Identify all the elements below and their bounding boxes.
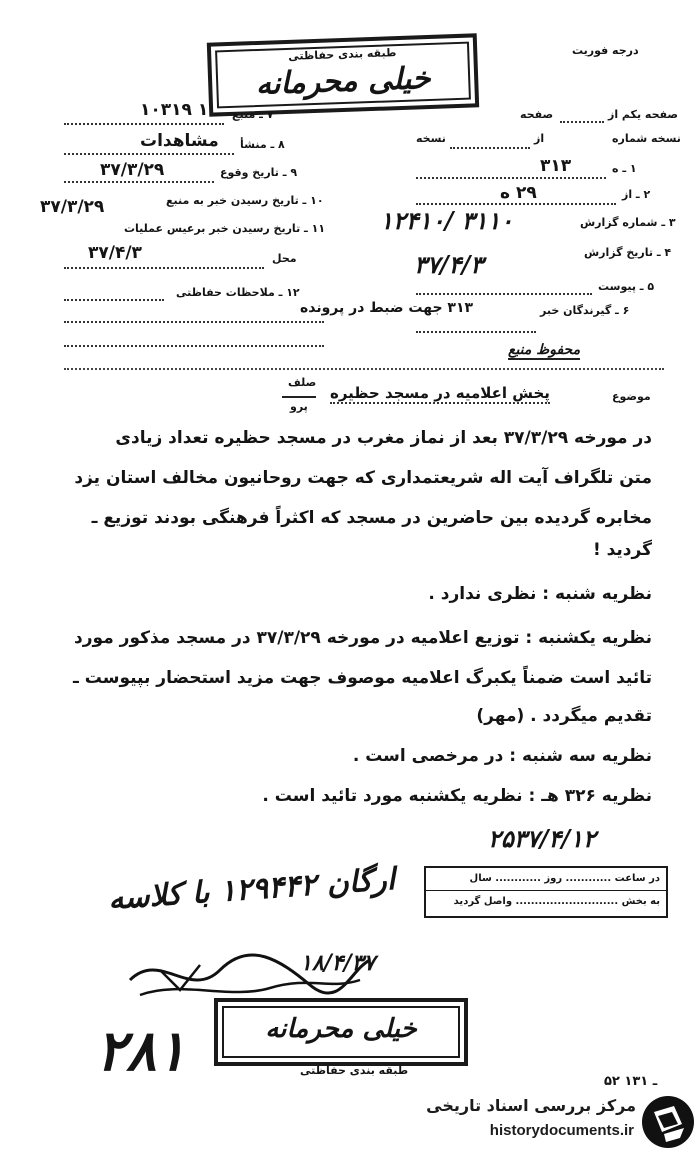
field-attachment-dots: [416, 292, 592, 295]
field-from-dots: [416, 202, 616, 205]
handwritten-note: ارگان ۱۲۹۴۴۲ با کلاسه: [107, 862, 397, 917]
field-recipients-dots: [416, 330, 536, 333]
field-source-value: ۱۰۳۱۹ ـ ۱: [140, 100, 220, 120]
field-source-label: ۷ ـ منبع: [232, 108, 274, 121]
copy-number-label: نسخه شماره: [612, 132, 681, 145]
field-report-number-label: ۳ ـ شماره گزارش: [580, 216, 676, 229]
page-number: ۲۸۱: [96, 1018, 187, 1084]
field-from-value: ۲۹ ه: [500, 183, 537, 203]
field-h-dots: [416, 176, 606, 179]
field-recipients-label: ۶ ـ گیرندگان خبر: [540, 304, 630, 317]
field-place-label: محل: [272, 252, 297, 265]
body-line-4: گردید !: [592, 540, 652, 560]
field-occurrence-dots: [64, 180, 214, 183]
copy-of-label: از: [534, 132, 545, 145]
received-box-divider: [426, 890, 666, 891]
body-line-3: مخابره گردیده بین حاضرین در مسجد که اکثراً فرهنگی بودند توزیع ـ: [91, 508, 652, 528]
field-origin-dots: [64, 152, 234, 155]
section-divider: [64, 368, 664, 370]
body-line-8: تقدیم میگردد . (مهر): [476, 706, 652, 726]
field-ops-date-label: ۱۱ ـ تاریخ رسیدن خبر برعیس عملیات: [124, 222, 326, 235]
received-box-row-2: به بخش ........................... واصل گردید: [453, 896, 660, 907]
field-from-label: ۲ ـ از: [622, 188, 651, 201]
stamp-caption: طبقه بندی حفاظتی: [288, 46, 397, 63]
side-label-top: صلف: [288, 376, 317, 389]
field-report-date-label: ۴ ـ تاریخ گزارش: [584, 246, 672, 259]
stamp-main-text: خیلی محرمانه: [255, 60, 432, 103]
urgency-label: درجه فوریت: [572, 44, 639, 57]
copy-dots: [450, 146, 530, 149]
field-extra-dots-1: [64, 320, 324, 323]
footer-code: ۵۲ ـ ۱۳۱: [604, 1074, 658, 1089]
field-extra-dots-2: [64, 344, 324, 347]
stamp-bottom-main-text: خیلی محرمانه: [265, 1014, 417, 1044]
field-recipients-value: ۳۱۳ جهت ضبط در پرونده: [300, 300, 474, 316]
field-report-number-value: ۱۲۴۱۰/ ۳۱۱۰: [380, 206, 514, 235]
received-box-stamp: [424, 866, 668, 918]
side-label-rule: [282, 396, 316, 398]
field-protection-dots: [64, 298, 164, 301]
field-origin-value: مشاهدات: [140, 131, 219, 151]
body-line-5: نظریه شنبه : نظری ندارد .: [428, 584, 652, 604]
classification-stamp-bottom: [214, 998, 468, 1066]
archive-logo-icon: [640, 1094, 696, 1150]
classification-stamp-top: [207, 33, 479, 116]
field-attachment-label: ۵ ـ پیوست: [598, 280, 655, 293]
first-page-label: صفحه یکم از: [608, 108, 679, 121]
received-box-row-1: در ساعت ............ روز ............ سال: [469, 873, 660, 884]
signature-date: ۱۸/۴/۳۷: [300, 950, 376, 976]
field-occurrence-label: ۹ ـ تاریخ وقوع: [220, 166, 298, 179]
page-label: صفحه: [520, 108, 554, 121]
field-protection-notes-label: ۱۲ ـ ملاحظات حفاظتی: [176, 286, 300, 299]
field-ops-date-value: ۳۷/۴/۳: [88, 243, 142, 263]
body-line-7: تائید است ضمناً یکبرگ اعلامیه موصوف جهت مزید استحضار بپیوست ـ: [73, 668, 652, 688]
watermark: [410, 1090, 700, 1154]
confidential-source-note: محفوظ منبع: [508, 342, 581, 358]
watermark-title: مرکز بررسی اسناد تاریخی: [426, 1096, 636, 1115]
subject-label: موضوع: [612, 390, 651, 403]
side-label-bottom: پرو: [290, 400, 308, 413]
handwritten-date: ۲۵۳۷/۴/۱۲: [488, 824, 596, 853]
body-line-9: نظریه سه شنبه : در مرخصی است .: [352, 746, 652, 766]
body-line-2: متن تلگراف آیت اله شریعتمداری که جهت روحانیون مخالف استان یزد: [74, 468, 652, 488]
field-h-value: ۳۱۳: [540, 156, 572, 176]
body-line-1: در مورخه ۳۷/۳/۲۹ بعد از نماز مغرب در مسجد حظیره تعداد زیادی: [115, 428, 652, 448]
watermark-url: historydocuments.ir: [489, 1122, 634, 1139]
copy-label: نسخه: [416, 132, 446, 145]
body-line-6: نظریه یکشنبه : توزیع اعلامیه در مورخه ۳۷/۳/۲۹ در مسجد مذکور مورد: [74, 628, 652, 648]
field-ops-date-dots: [64, 266, 264, 269]
field-h-label: ۱ ـ ه: [612, 162, 637, 175]
body-line-10: نظریه ۳۲۶ هـ : نظریه یکشنبه مورد تائید است .: [262, 786, 652, 806]
field-source-dots: [64, 122, 224, 125]
field-source-date-label: ۱۰ ـ تاریخ رسیدن خبر به منبع: [166, 194, 324, 207]
field-source-date-value: ۳۷/۳/۲۹: [40, 197, 105, 217]
field-occurrence-value: ۳۷/۳/۲۹: [100, 160, 165, 180]
stamp-bottom-caption: طبقه بندی حفاظتی: [300, 1064, 409, 1077]
subject-value: پخش اعلامیه در مسجد حظیره: [330, 384, 550, 402]
page-dots: [560, 120, 604, 123]
field-report-date-value: ۳۷/۴/۳: [414, 250, 484, 279]
field-origin-label: ۸ ـ منشأ: [240, 138, 285, 151]
